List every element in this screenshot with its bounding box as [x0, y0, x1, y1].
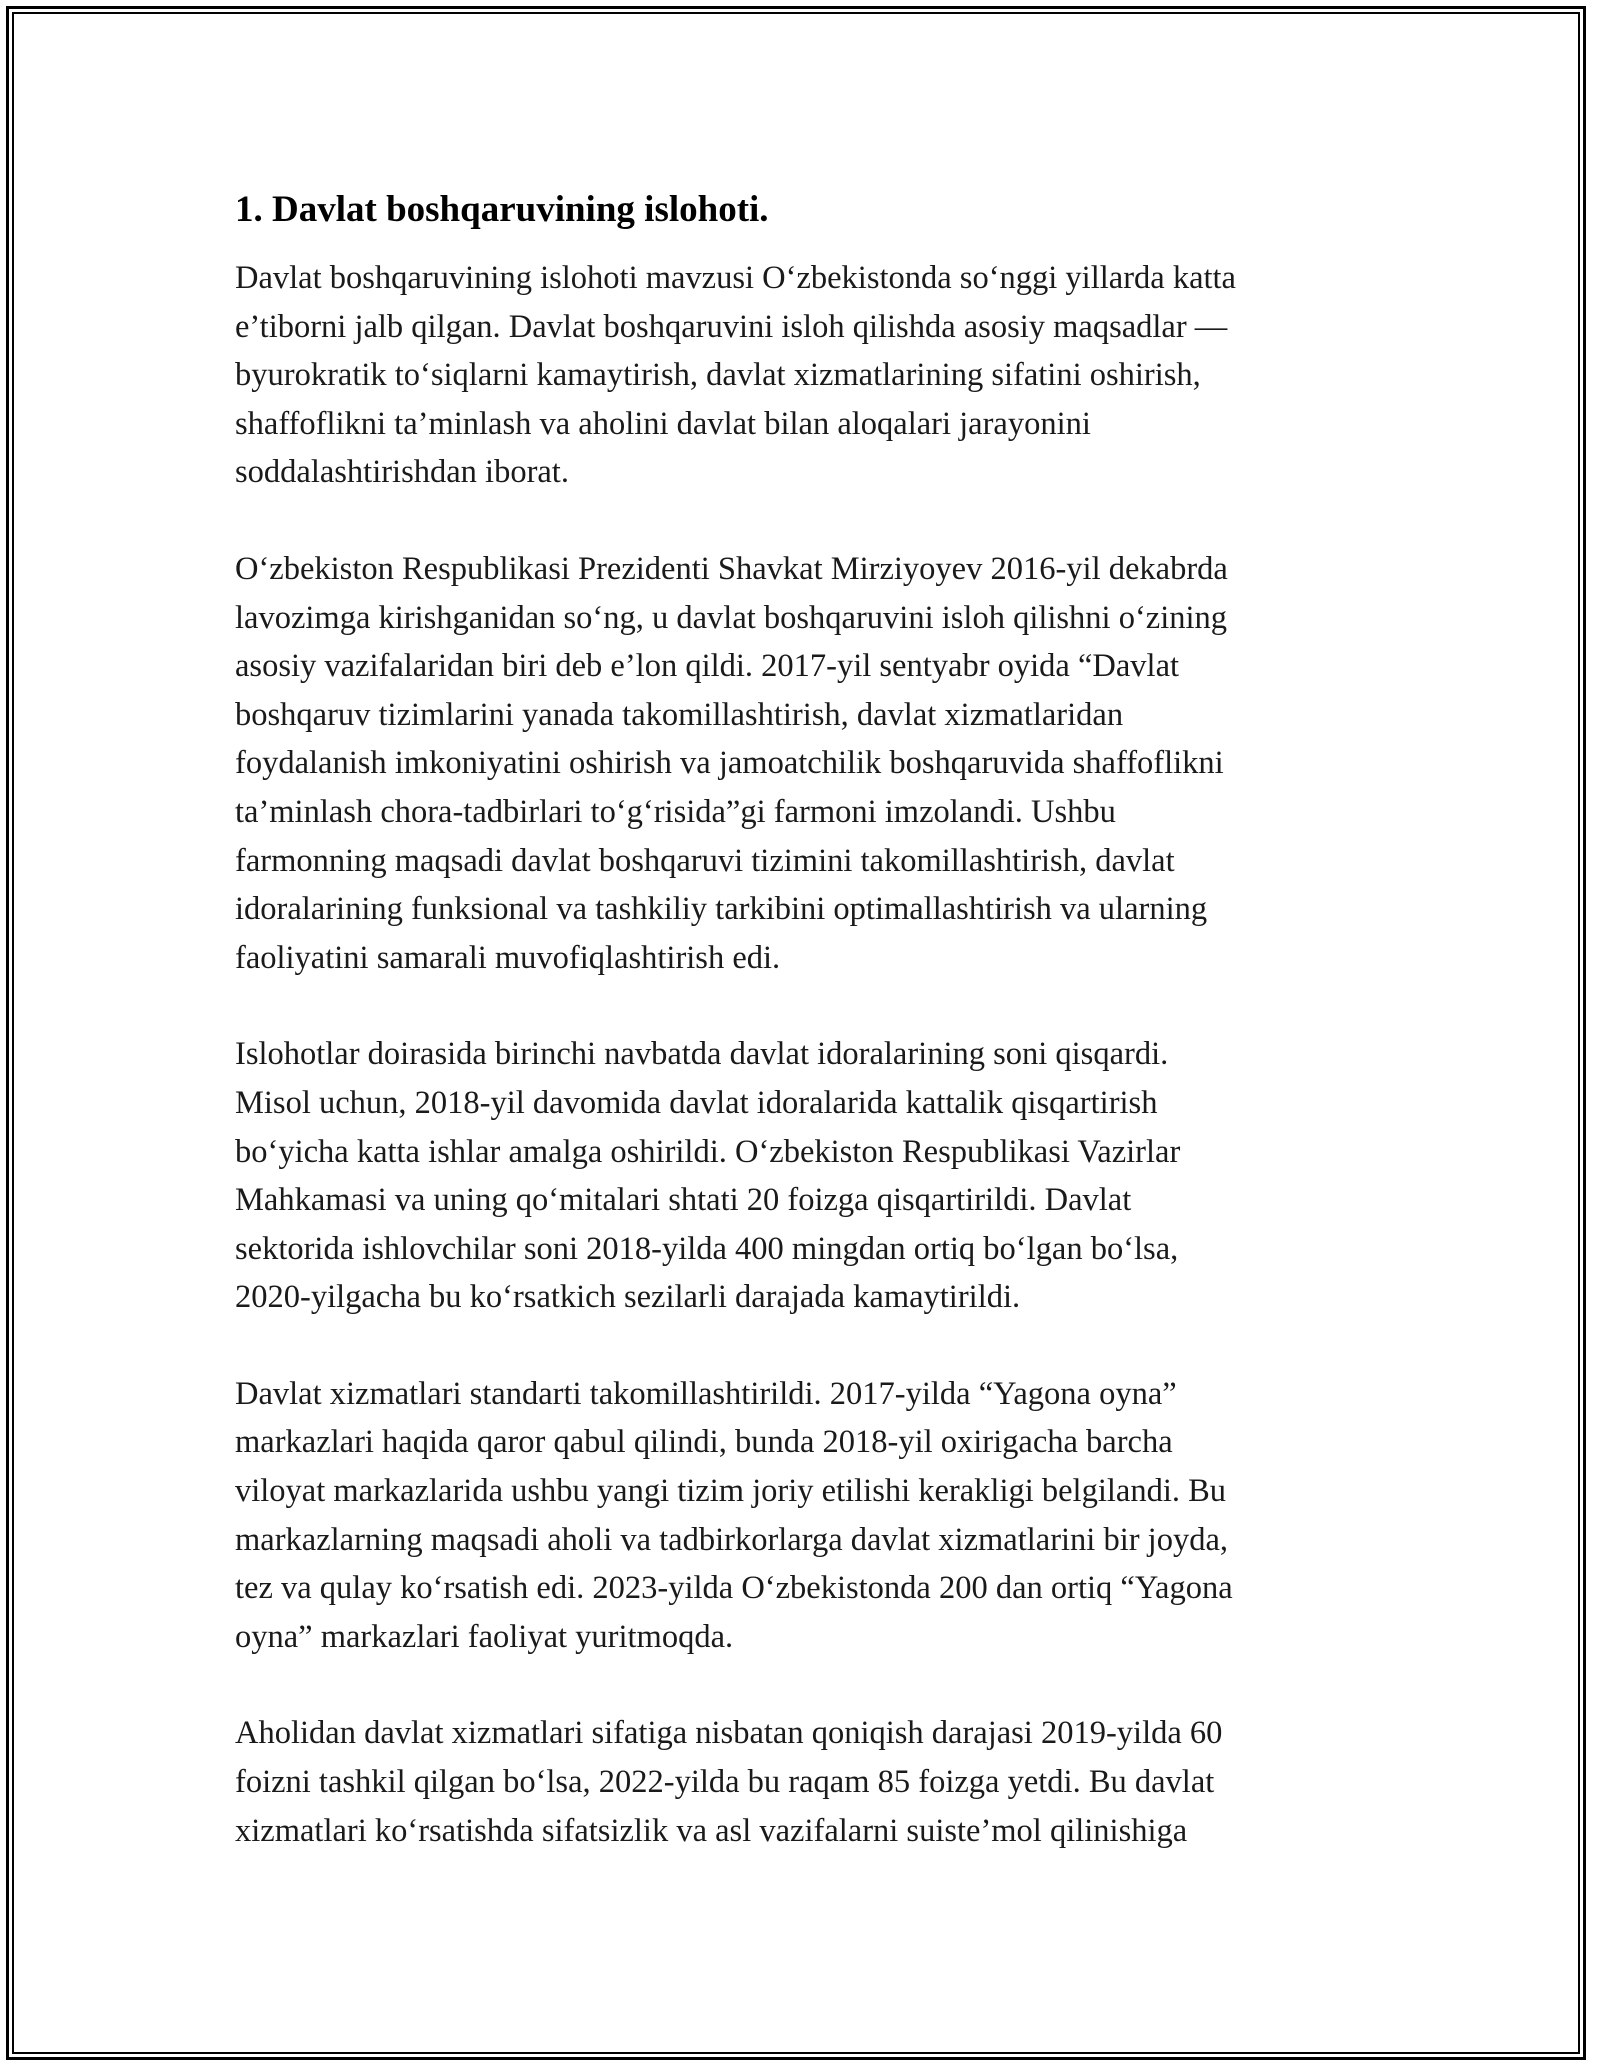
paragraph-1	[235, 254, 1375, 497]
text-line: markazlari haqida qaror qabul qilindi, bunda 2018-yil oxirigacha barcha	[235, 1424, 1173, 1461]
text-line: Islohotlar doirasida birinchi navbatda davlat idoralarining soni qisqardi.	[235, 1036, 1169, 1073]
text-line: xizmatlari ko‘rsatishda sifatsizlik va asl vazifalarni suiste’mol qilinishiga	[235, 1812, 1188, 1849]
paragraph-list	[235, 254, 1375, 1855]
text-line: idoralarining funksional va tashkiliy tarkibini optimallashtirish va ularning	[235, 891, 1208, 928]
text-line: Davlat boshqaruvining islohoti mavzusi O‘zbekistonda so‘nggi yillarda katta	[235, 260, 1236, 296]
paragraph-4	[235, 1370, 1375, 1662]
document-body	[235, 186, 1375, 1903]
text-line: faoliyatini samarali muvofiqlashtirish edi.	[235, 939, 781, 976]
text-line: oyna” markazlari faoliyat yuritmoqda.	[235, 1618, 734, 1655]
text-line: lavozimga kirishganidan so‘ng, u davlat boshqaruvini isloh qilishni o‘zining	[235, 599, 1228, 636]
text-line: viloyat markazlarida ushbu yangi tizim joriy etilishi kerakligi belgilandi. Bu	[235, 1473, 1227, 1510]
text-line: 2020-yilgacha bu ko‘rsatkich sezilarli darajada kamaytirildi.	[235, 1279, 1021, 1316]
text-line: Misol uchun, 2018-yil davomida davlat idoralarida kattalik qisqartirish	[235, 1084, 1158, 1121]
paragraph-3	[235, 1030, 1375, 1322]
text-line: tez va qulay ko‘rsatish edi. 2023-yilda O‘zbekistonda 200 dan ortiq “Yagona	[235, 1570, 1233, 1607]
text-line: Mahkamasi va uning qo‘mitalari shtati 20 foizga qisqartirildi. Davlat	[235, 1182, 1132, 1219]
text-line: ta’minlash chora-tadbirlari to‘g‘risida”gi farmoni imzolandi. Ushbu	[235, 793, 1116, 830]
section-heading: 1. Davlat boshqaruvining islohoti.	[235, 189, 769, 230]
text-line: boshqaruv tizimlarini yanada takomillashtirish, davlat xizmatlaridan	[235, 696, 1124, 733]
paragraph-2	[235, 545, 1375, 982]
paragraph-5	[235, 1709, 1375, 1855]
text-line: soddalashtirishdan iborat.	[235, 454, 569, 491]
text-line: sektorida ishlovchilar soni 2018-yilda 400 mingdan ortiq bo‘lgan bo‘lsa,	[235, 1230, 1179, 1267]
text-line: e’tiborni jalb qilgan. Davlat boshqaruvini isloh qilishda asosiy maqsadlar —	[235, 308, 1228, 345]
text-line: byurokratik to‘siqlarni kamaytirish, davlat xizmatlarining sifatini oshirish,	[235, 357, 1201, 394]
text-line: foizni tashkil qilgan bo‘lsa, 2022-yilda bu raqam 85 foizga yetdi. Bu davlat	[235, 1764, 1215, 1801]
text-line: O‘zbekiston Respublikasi Prezidenti Shavkat Mirziyoyev 2016-yil dekabrda	[235, 550, 1228, 587]
text-line: foydalanish imkoniyatini oshirish va jamoatchilik boshqaruvida shaffoflikni	[235, 745, 1224, 782]
text-line: shaffoflikni ta’minlash va aholini davlat bilan aloqalari jarayonini	[235, 405, 1091, 442]
text-line: bo‘yicha katta ishlar amalga oshirildi. O‘zbekiston Respublikasi Vazirlar	[235, 1133, 1181, 1170]
text-line: markazlarning maqsadi aholi va tadbirkorlarga davlat xizmatlarini bir joyda,	[235, 1521, 1229, 1558]
text-line: farmonning maqsadi davlat boshqaruvi tizimini takomillashtirish, davlat	[235, 842, 1175, 879]
text-line: Aholidan davlat xizmatlari sifatiga nisbatan qoniqish darajasi 2019-yilda 60	[235, 1715, 1223, 1752]
text-line: Davlat xizmatlari standarti takomillashtirildi. 2017-yilda “Yagona oyna”	[235, 1375, 1177, 1412]
text-line: asosiy vazifalaridan biri deb e’lon qildi. 2017-yil sentyabr oyida “Davlat	[235, 648, 1180, 685]
